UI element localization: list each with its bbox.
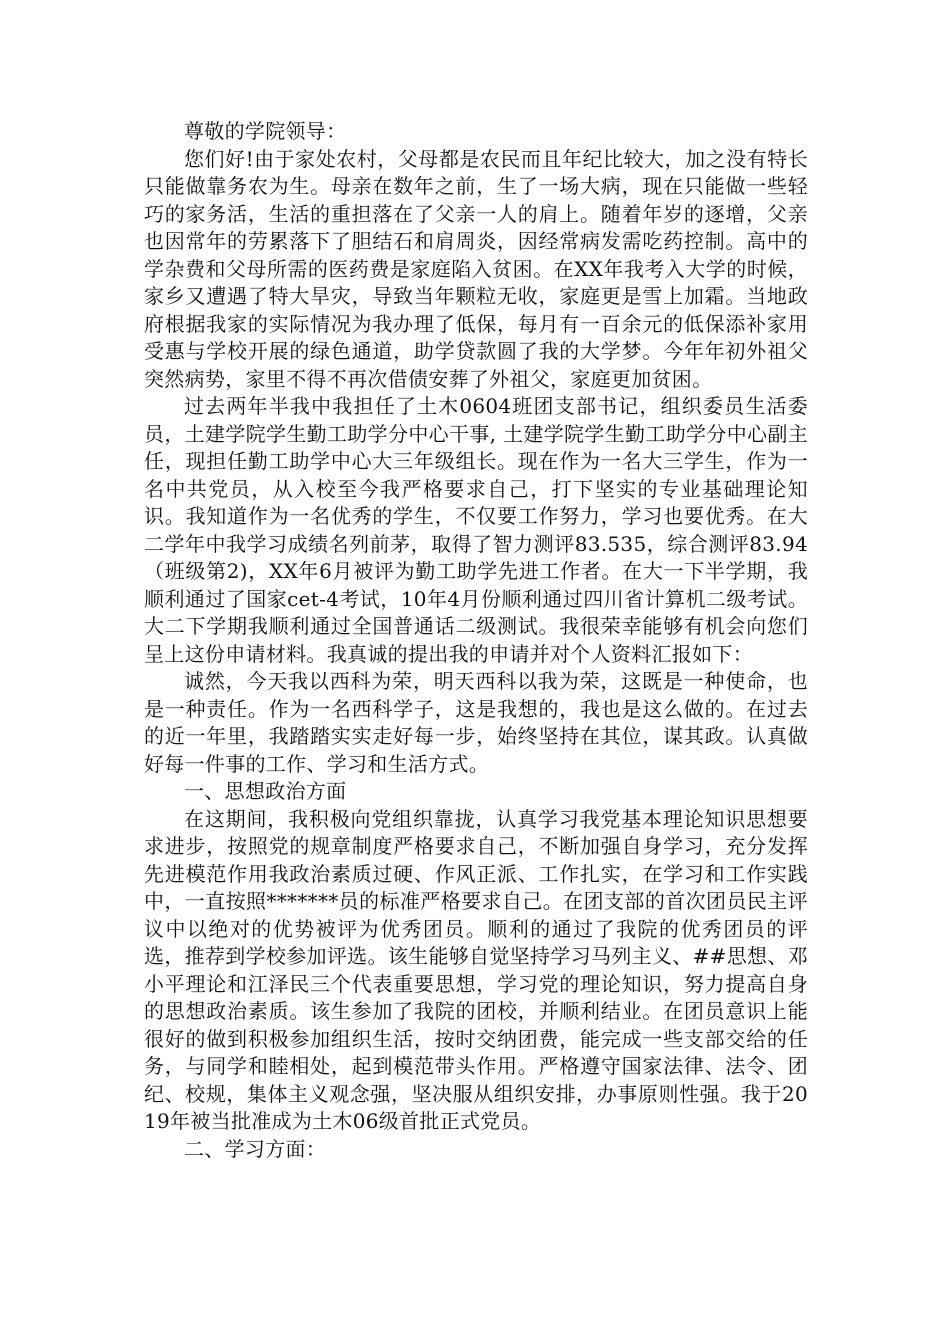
paragraph-roles-and-achievements: 过去两年半我中我担任了土木0604班团支部书记，组织委员生活委员，土建学院学生勤工助学分中心干事, 土建学院学生勤工助学分中心副主任，现担任勤工助学中心大三年级组长。现在作为一名大三学生，作为一名中共党员，从入校至今我严格要求自己，打下坚实的专业基础理论知识。我知道作为一名优秀的学生，不仅要工作努力，学习也要优秀。在大二学年中我学习成绩名列前茅，取得了智力测评83.535，综合测评83.94（班级第2)，XX年6月被评为勤工助学先进工作者。在大一下半学期，我顺利通过了国家cet-4考试，10年4月份顺利通过四川省计算机二级考试。大二下学期我顺利通过全国普通话二级测试。我很荣幸能够有机会向您们呈上这份申请材料。我真诚的提出我的申请并对个人资料汇报如下： (144, 394, 808, 666)
paragraph-political: 在这期间，我积极向党组织靠拢，认真学习我党基本理论知识思想要求进步，按照党的规章制度严格要求自己，不断加强自身学习，充分发挥先进模范作用我政治素质过硬、作风正派、工作扎实，在学习和工作实践中，一直按照*******员的标准严格要求自己。在团支部的首次团员民主评议中以绝对的优势被评为优秀团员。顺利的通过了我院的优秀团员的评选，推荐到学校参加评选。该生能够自觉坚持学习马列主义、##思想、邓小平理论和江泽民三个代表重要思想，学习党的理论知识，努力提高自身的思想政治素质。该生参加了我院的团校，并顺利结业。在团员意识上能很好的做到积极参加组织生活，按时交纳团费，能完成一些支部交给的任务，与同学和睦相处，起到模范带头作用。严格遵守国家法律、法令、团纪、校规，集体主义观念强，坚决服从组织安排，办事原则性强。我于2019年被当批准成为土木06级首批正式党员。 (144, 806, 808, 1133)
document-body (144, 118, 808, 1163)
paragraph-family-situation: 您们好!由于家处农村，父母都是农民而且年纪比较大，加之没有特长只能做靠务农为生。母亲在数年之前，生了一场大病，现在只能做一些轻巧的家务活，生活的重担落在了父亲一人的肩上。随着年岁的逐增，父亲也因常年的劳累落下了胆结石和肩周炎，因经常病发需吃药控制。高中的学杂费和父母所需的医药费是家庭陷入贫困。在XX年我考入大学的时候，家乡又遭遇了特大旱灾，导致当年颗粒无收，家庭更是雪上加霜。当地政府根据我家的实际情况为我办理了低保，每月有一百余元的低保添补家用受惠与学校开展的绿色通道，助学贷款圆了我的大学梦。今年年初外祖父突然病势，家里不得不再次借债安葬了外祖父，家庭更加贫困。 (144, 146, 808, 391)
paragraph-mission: 诚然，今天我以西科为荣，明天西科以我为荣，这既是一种使命，也是一种责任。作为一名西科学子，这是我想的，我也是这么做的。在过去的近一年里，我踏踏实实走好每一步，始终坚持在其位，谋其政。认真做好每一件事的工作、学习和生活方式。 (144, 669, 808, 776)
section-heading-study: 二、学习方面： (184, 1136, 327, 1161)
salutation: 尊敬的学院领导： (184, 119, 347, 143)
section-heading-political: 一、思想政治方面 (184, 779, 347, 803)
